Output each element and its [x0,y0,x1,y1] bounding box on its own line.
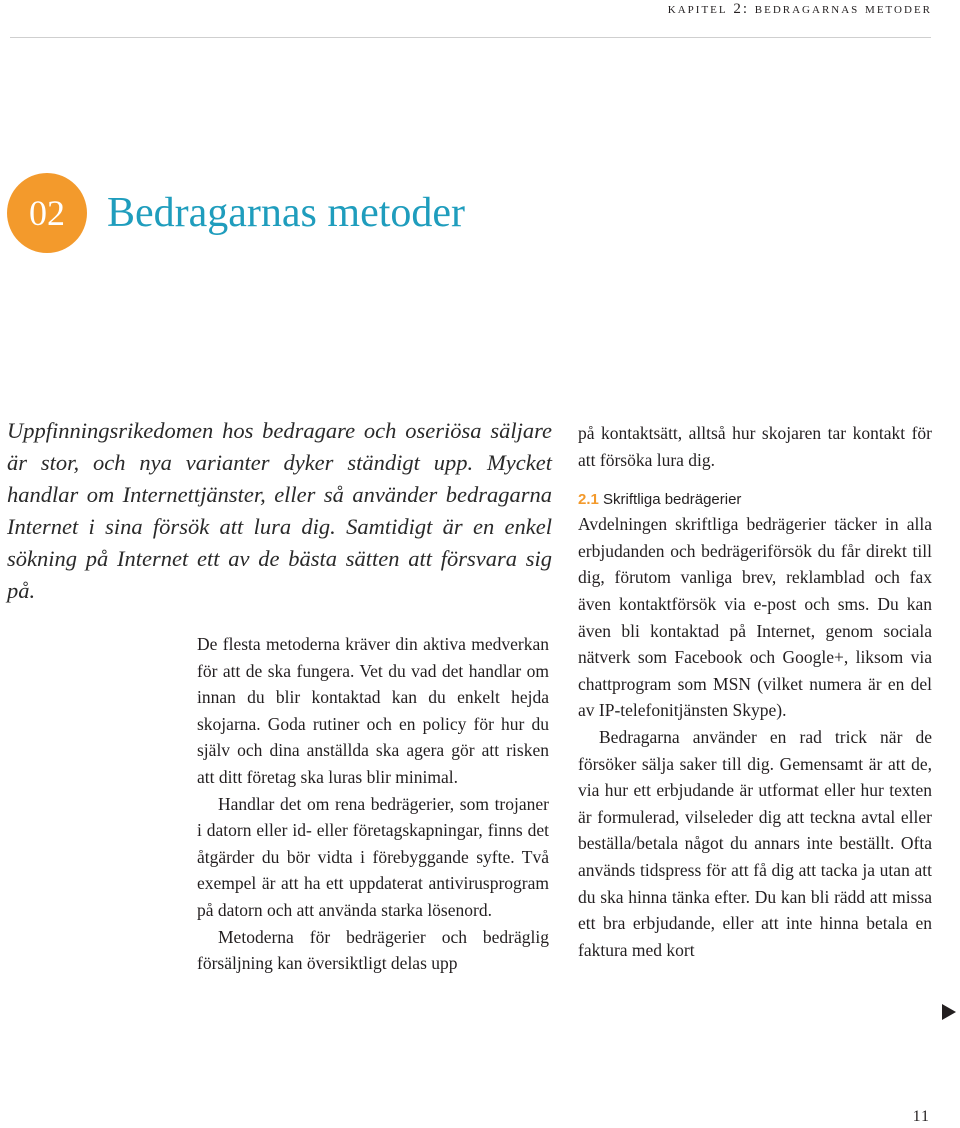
body-paragraph: på kontaktsätt, alltså hur skojaren tar kontakt för att försöka lura dig. [578,423,932,470]
header-rule [10,37,931,38]
page-number: 11 [912,1108,930,1125]
body-paragraph: Avdelningen skriftliga bedrägerier täcker in alla erbjudanden och bedrägeriförsök du får direkt till dig, förutom vanliga brev, reklamblad och fax även kontaktförsök via e-post och sms. Du kan även bli kontaktad på Internet, genom sociala nätverk som Facebook och Google+, liksom via chattprogram som MSN (vilket numera är en del av IP-telefonitjänsten Skype). [578,514,932,721]
continue-arrow-icon [942,1004,956,1020]
running-header: kapitel 2: bedragarnas metoder [667,1,932,17]
body-paragraph: De flesta metoderna kräver din aktiva medverkan för att de ska fungera. Vet du vad det handlar om innan du blir kontaktad kan du enkelt hejda skojarna. Goda rutiner och en policy för hur du själv och dina anställda ska agera gör att risken att ditt företag ska luras blir minimal. [197,634,549,787]
right-column [578,420,932,963]
section-number: 2.1 [578,491,599,509]
section-heading [578,489,932,511]
body-paragraph: Handlar det om rena bedrägerier, som trojaner i datorn eller id- eller företagskapningar, finns det åtgärder du bör vidta i förebyggande syfte. Två exempel är att ha ett uppdaterat antivirusprogram på datorn och att använda starka lösenord. [197,793,549,920]
intro-paragraph: Uppfinningsrikedomen hos bedragare och oseriösa säljare är stor, och nya varianter dyker ständigt upp. Mycket handlar om Internettjänster, eller så använder bedragarna Internet i sina försök att lura dig. Samtidigt är en enkel sökning på Internet ett av de bästa sätten att försvara sig på. [7,418,552,603]
middle-column [197,631,549,977]
body-paragraph: Metoderna för bedrägerier och bedräglig försäljning kan översiktligt delas upp [197,926,549,974]
intro-text [7,415,552,607]
chapter-title: Bedragarnas metoder [107,190,466,236]
chapter-number-badge: 02 [7,173,87,253]
body-paragraph: Bedragarna använder en rad trick när de försöker sälja saker till dig. Gemensamt är att de, via hur ett erbjudande är utformat eller hur texten är formulerad, vilseleder dig att teckna avtal eller beställa/betala något du annars inte beställt. Ofta används tidspress för att få dig att tacka ja utan att du ska hinna tänka efter. Du kan bli rädd att missa ett bra erbjudande, eller att inte hinna betala en faktura med kort [578,726,932,960]
section-title: Skriftliga bedrägerier [603,491,742,509]
